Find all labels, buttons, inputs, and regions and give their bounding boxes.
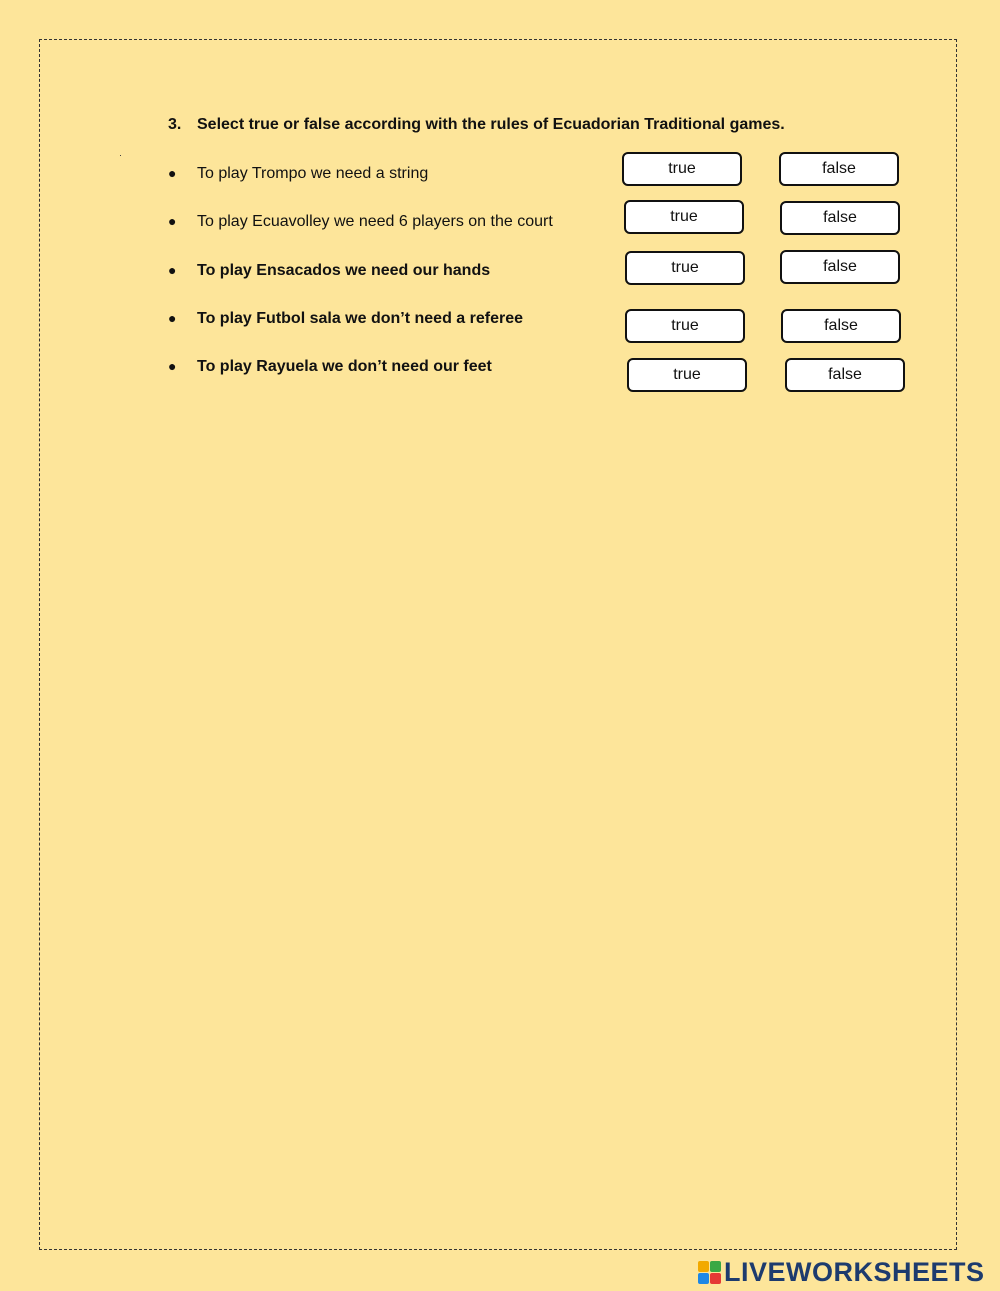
bullet-icon: ● (168, 165, 177, 181)
false-button-5[interactable]: false (785, 358, 905, 392)
bullet-icon: ● (168, 358, 177, 374)
false-button-3[interactable]: false (780, 250, 900, 284)
bullet-icon: ● (168, 310, 177, 326)
statement-text: To play Rayuela we don’t need our feet (197, 358, 492, 375)
false-button-2[interactable]: false (780, 201, 900, 235)
bullet-icon: ● (168, 262, 177, 278)
statement-item (168, 262, 490, 280)
statement-item (168, 358, 492, 376)
statement-item (168, 213, 553, 231)
brand-name: LIVEWORKSHEETS (724, 1257, 985, 1287)
true-button-5[interactable]: true (627, 358, 747, 392)
statement-text: To play Ecuavolley we need 6 players on the court (197, 213, 553, 230)
true-button-1[interactable]: true (622, 152, 742, 186)
liveworksheets-brand (698, 1257, 985, 1288)
logo-square-icon (710, 1261, 721, 1272)
stray-dot (120, 155, 121, 156)
true-button-4[interactable]: true (625, 309, 745, 343)
statement-item (168, 310, 523, 328)
true-button-2[interactable]: true (624, 200, 744, 234)
true-button-3[interactable]: true (625, 251, 745, 285)
liveworksheets-logo-icon (698, 1261, 721, 1284)
bullet-icon: ● (168, 213, 177, 229)
logo-square-icon (698, 1273, 709, 1284)
question-title (168, 116, 785, 134)
question-text: Select true or false according with the rules of Ecuadorian Traditional games. (197, 116, 785, 133)
logo-square-icon (710, 1273, 721, 1284)
statement-text: To play Trompo we need a string (197, 165, 429, 182)
question-number: 3. (168, 116, 182, 133)
false-button-1[interactable]: false (779, 152, 899, 186)
false-button-4[interactable]: false (781, 309, 901, 343)
statement-text: To play Ensacados we need our hands (197, 262, 491, 279)
logo-square-icon (698, 1261, 709, 1272)
statement-text: To play Futbol sala we don’t need a referee (197, 310, 523, 327)
statement-item (168, 165, 428, 183)
